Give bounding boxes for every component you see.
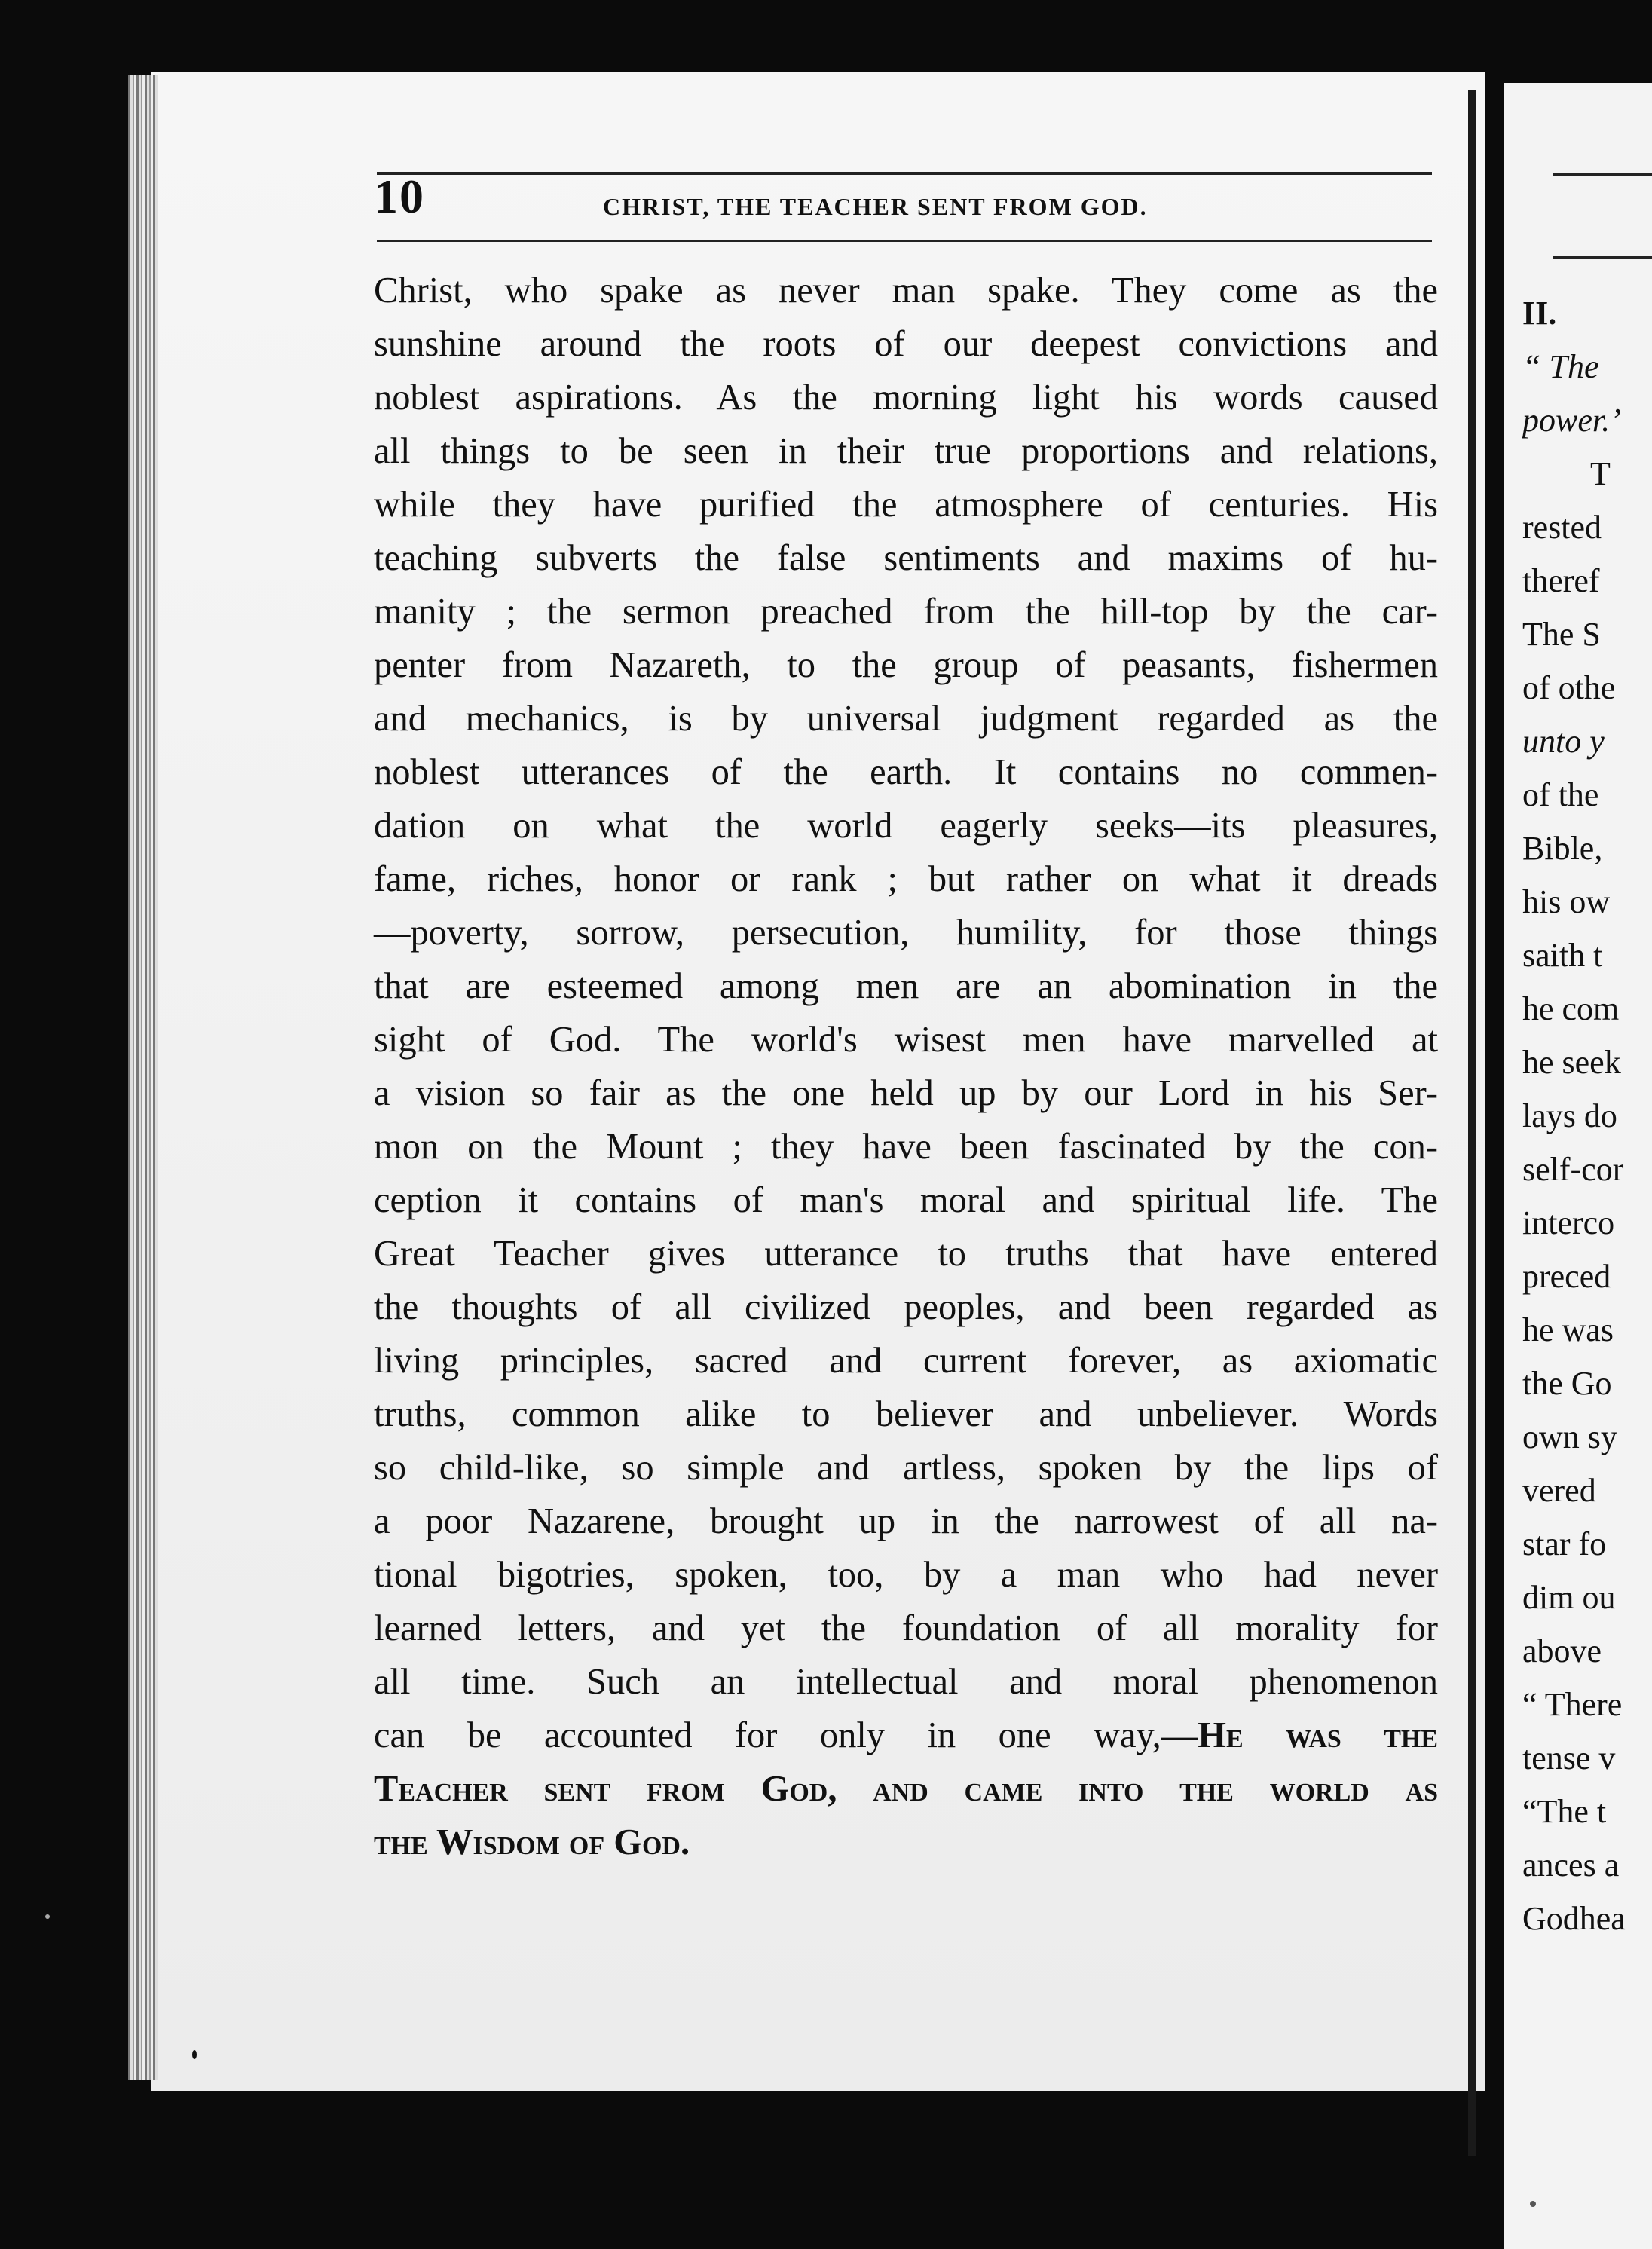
right-header-bottom-rule [1553, 256, 1652, 259]
text-line: fame, riches, honor or rank ; but rather on what it dreads [374, 859, 1438, 899]
running-title: CHRIST, THE TEACHER SENT FROM GOD. [603, 193, 1148, 220]
right-text-line: lays do [1522, 1097, 1617, 1134]
text-line: ception it contains of man's moral and spiritual life. The [374, 1180, 1438, 1220]
right-text-line: “ There [1522, 1686, 1623, 1723]
page-number: 10 [374, 170, 425, 223]
right-text-line: above [1522, 1632, 1602, 1669]
text-line: sunshine around the roots of our deepest convictions and [374, 324, 1438, 364]
text-line-closing: the Wisdom of God. [374, 1822, 690, 1862]
right-header-top-rule [1553, 173, 1652, 176]
text-line: a vision so fair as the one held up by our Lord in his Ser- [374, 1073, 1438, 1113]
text-line: all time. Such an intellectual and moral phenomenon [374, 1662, 1438, 1702]
right-text-line: his ow [1522, 883, 1611, 920]
right-text-line: he was [1522, 1311, 1614, 1348]
text-line: that are esteemed among men are an abomination in the [374, 966, 1438, 1006]
right-text-line: rested [1522, 509, 1602, 546]
closing-plain-text: can be accounted for only in one way,— [374, 1715, 1198, 1755]
right-text-line: of the [1522, 776, 1599, 813]
text-line-closing: Teacher sent from God, and came into the world as [374, 1769, 1438, 1809]
right-text-line: tense v [1522, 1740, 1616, 1776]
right-text-line: own sy [1522, 1418, 1617, 1455]
header-bottom-rule [377, 240, 1432, 242]
text-line: manity ; the sermon preached from the hill-top by the car- [374, 592, 1438, 632]
text-line: dation on what the world eagerly seeks—its pleasures, [374, 806, 1438, 846]
right-text-line: he com [1522, 990, 1620, 1027]
text-line: teaching subverts the false sentiments and maxims of hu- [374, 538, 1438, 578]
right-text-line: “The t [1522, 1793, 1607, 1830]
right-text-line: preced [1522, 1258, 1611, 1295]
header-top-rule [377, 172, 1432, 175]
right-text-line: power.’ [1522, 402, 1621, 439]
text-line: learned letters, and yet the foundation of all morality for [374, 1608, 1438, 1648]
text-line: —poverty, sorrow, persecution, humility, for those things [374, 913, 1438, 953]
right-text-line: ances a [1522, 1847, 1620, 1883]
right-text-line: star fo [1522, 1525, 1607, 1562]
text-line: Christ, who spake as never man spake. They come as the [374, 271, 1438, 311]
right-text-line: Godhea [1522, 1900, 1626, 1937]
right-page-text [1522, 286, 1652, 1945]
text-line: noblest aspirations. As the morning light his words caused [374, 378, 1438, 418]
right-text-line: “ The [1522, 348, 1599, 385]
text-line: mon on the Mount ; they have been fascinated by the con- [374, 1127, 1438, 1167]
right-text-line: vered [1522, 1472, 1596, 1509]
right-text-line: interco [1522, 1204, 1615, 1241]
text-line: noblest utterances of the earth. It contains no commen- [374, 752, 1438, 792]
right-text-line: saith t [1522, 937, 1603, 974]
page-spine-edge [128, 75, 158, 2080]
text-line: penter from Nazareth, to the group of peasants, fishermen [374, 645, 1438, 685]
text-line-closing [374, 1709, 1438, 1762]
right-text-line: The S [1522, 616, 1601, 653]
text-line: while they have purified the atmosphere of centuries. His [374, 485, 1438, 525]
text-line: tional bigotries, spoken, too, by a man who had never [374, 1555, 1438, 1595]
body-text [374, 264, 1438, 1869]
right-text-line: dim ou [1522, 1579, 1616, 1616]
scan-speck [192, 2050, 197, 2059]
text-line: all things to be seen in their true proportions and relations, [374, 431, 1438, 471]
text-line: living principles, sacred and current forever, as axiomatic [374, 1341, 1438, 1381]
text-line: sight of God. The world's wisest men have marvelled at [374, 1020, 1438, 1060]
right-text-line: unto y [1522, 723, 1605, 760]
text-line: a poor Nazarene, brought up in the narrowest of all na- [374, 1501, 1438, 1541]
right-text-line: Bible, [1522, 830, 1603, 867]
scan-speck [45, 1914, 50, 1919]
page-gutter [1468, 90, 1476, 2156]
text-line: truths, common alike to believer and unbeliever. Words [374, 1394, 1438, 1434]
right-text-line: T [1590, 455, 1611, 492]
right-text-line: of othe [1522, 669, 1616, 706]
right-text-line: theref [1522, 562, 1600, 599]
right-text-line: II. [1522, 295, 1557, 332]
text-line: the thoughts of all civilized peoples, and been regarded as [374, 1287, 1438, 1327]
text-line: Great Teacher gives utterance to truths that have entered [374, 1234, 1438, 1274]
closing-small-caps: He was the [1198, 1715, 1439, 1755]
right-text-line: self-cor [1522, 1151, 1624, 1188]
right-text-line: he seek [1522, 1044, 1621, 1081]
scan-speck [1530, 2201, 1536, 2207]
right-text-line: the Go [1522, 1365, 1612, 1402]
text-line: and mechanics, is by universal judgment regarded as the [374, 699, 1438, 739]
text-line: so child-like, so simple and artless, spoken by the lips of [374, 1448, 1438, 1488]
